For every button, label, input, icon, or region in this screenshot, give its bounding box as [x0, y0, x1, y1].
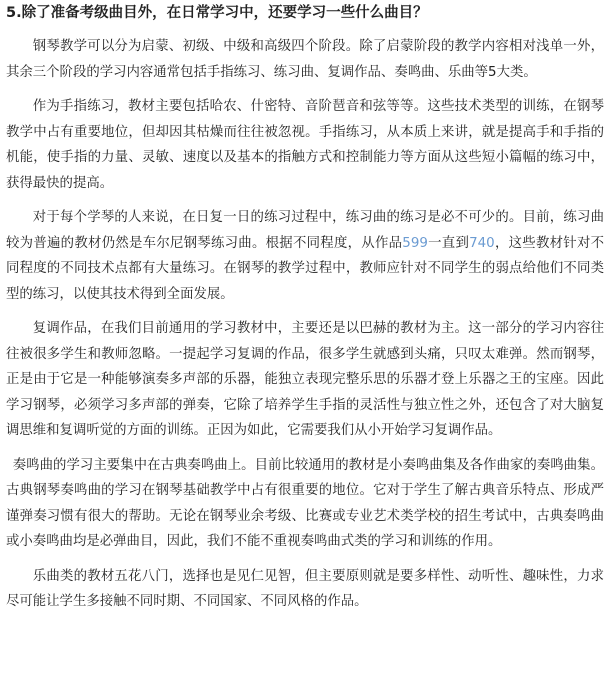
etudes-text-part1: 对于每个学琴的人来说，在日复一日的练习过程中，练习曲的练习是必不可少的。目前，练习曲较为普遍的教材仍然是车尔尼钢琴练习曲。根据不同程度，从作品: [6, 210, 604, 251]
paragraph-sonatas: 奏鸣曲的学习主要集中在古典奏鸣曲上。目前比较通用的教材是小奏鸣曲集及各作曲家的奏鸣曲集。古典钢琴奏鸣曲的学习在钢琴基础教学中占有很重要的地位。它对于学生了解古典音乐特点、形成严谨弹奏习惯有很大的帮助。无论在钢琴业余考级、比赛或专业艺术类学校的招生考试中，古典奏鸣曲或小奏鸣曲均是必弹曲目，因此，我们不能不重视奏鸣曲式类的学习和训练的作用。: [6, 457, 604, 549]
paragraph-finger-exercises: 作为手指练习，教材主要包括哈农、什密特、音阶琶音和弦等等。这些技术类型的训练，在钢琴教学中占有重要地位，但却因其枯燥而往往被忽视。手指练习，从本质上来讲，就是提高手和手指的机能，使手指的力量、灵敏、速度以及基本的指触方式和控制能力等方面从这些短小篇幅的练习中，获得最快的提高。: [6, 99, 604, 191]
paragraph-intro: 钢琴教学可以分为启蒙、初级、中级和高级四个阶段。除了启蒙阶段的教学内容相对浅单一外，其余三个阶段的学习内容通常包括手指练习、练习曲、复调作品、奏鸣曲、乐曲等5大类。: [6, 39, 604, 80]
etudes-text-part3: ，这些教材针对不同程度的不同技术点都有大量练习。在钢琴的教学过程中，教师应针对不同学生的弱点给他们不同类型的练习，以使其技术得到全面发展。: [6, 235, 605, 302]
paragraph-pieces: 乐曲类的教材五花八门，选择也是见仁见智，但主要原则就是要多样性、动听性、趣味性，力求尽可能让学生多接触不同时期、不同国家、不同风格的作品。: [6, 568, 604, 609]
paragraph-polyphonic: 复调作品，在我们目前通用的学习教材中，主要还是以巴赫的教材为主。这一部分的学习内容往往被很多学生和教师忽略。一提起学习复调的作品，很多学生就感到头痛，只叹太难弹。然而钢琴，正是由于它是一种能够演奏多声部的乐器，能独立表现完整乐思的乐器才登上乐器之王的宝座。因此学习钢琴，必须学习多声部的弹奏，它除了培养学生手指的灵活性与独立性之外，还包含了对大脑复调思维和复调听觉的方面的训练。正因为如此，它需要我们从小开始学习复调作品。: [6, 321, 604, 438]
opus-number-start: 599: [402, 235, 428, 251]
etudes-text-part2: 一直到: [427, 235, 470, 251]
opus-number-end: 740: [469, 235, 495, 251]
paragraph-etudes: [6, 205, 604, 307]
article-heading: 5.除了准备考级曲目外，在日常学习中，还要学习一些什么曲目？: [6, 5, 428, 21]
